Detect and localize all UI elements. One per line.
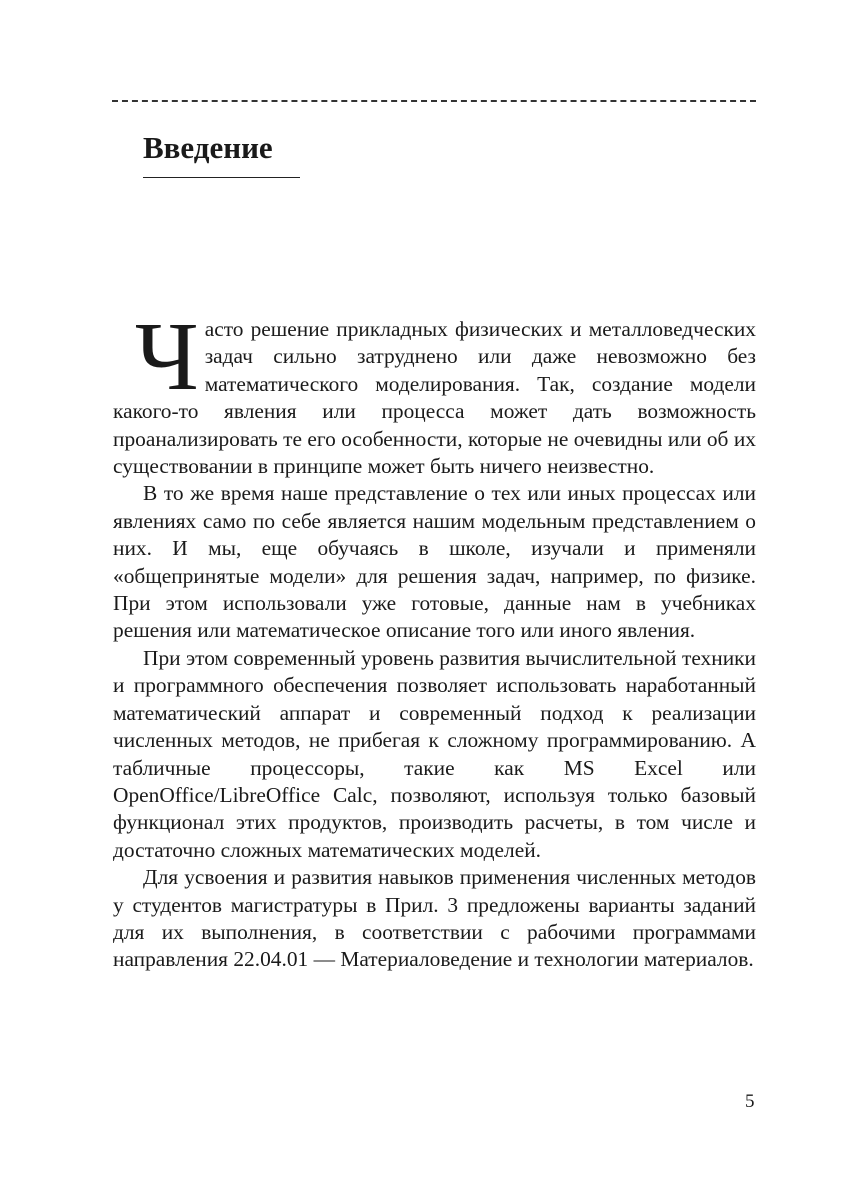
top-dashed-rule <box>112 100 756 102</box>
drop-cap: Ч <box>135 303 199 411</box>
heading-underline <box>143 177 300 178</box>
paragraph-2: В то же время наше представление о тех или иных процессах или явлениях само по себе является нашим модельным представлением о них. И мы, еще обучаясь в школе, изучали и применяли «общепринятые модели» для решения задач, например, по физике. При этом использовали уже готовые, данные нам в учебниках решения или математическое описание того или иного явления. <box>113 481 756 643</box>
paragraph-3: При этом современный уровень развития вычислительной техники и программного обеспечения позволяет использовать наработанный математический аппарат и современный подход к реализации численных методов, не прибегая к сложному программированию. А табличные процессоры, такие как MS Excel или OpenOffice/LibreOffice Calc, позволяют, используя только базовый функционал этих продуктов, производить расчеты, в том числе и достаточно сложных математических моделей. <box>113 645 756 862</box>
paragraph-4: Для усвоения и развития навыков применения численных методов у студентов магистратуры в Прил. 3 предложены варианты заданий для их выполнения, в соответствии с рабочими программами направления 22.04.01 — Материаловедение и технологии материалов. <box>113 865 756 972</box>
page-number: 5 <box>745 1091 755 1112</box>
paragraph-1 <box>113 303 756 480</box>
chapter-heading: Введение <box>143 130 273 165</box>
body-text <box>113 303 756 974</box>
paragraph-1-text: асто решение прикладных физических и металловедческих задач сильно затруднено или даже невозможно без математического моделирования. Так, создание модели какого-то явления или процесса может дать возможность проанализировать те его особенности, которые не очевидны или об их существовании в принципе может быть ничего неизвестно. <box>113 317 756 479</box>
